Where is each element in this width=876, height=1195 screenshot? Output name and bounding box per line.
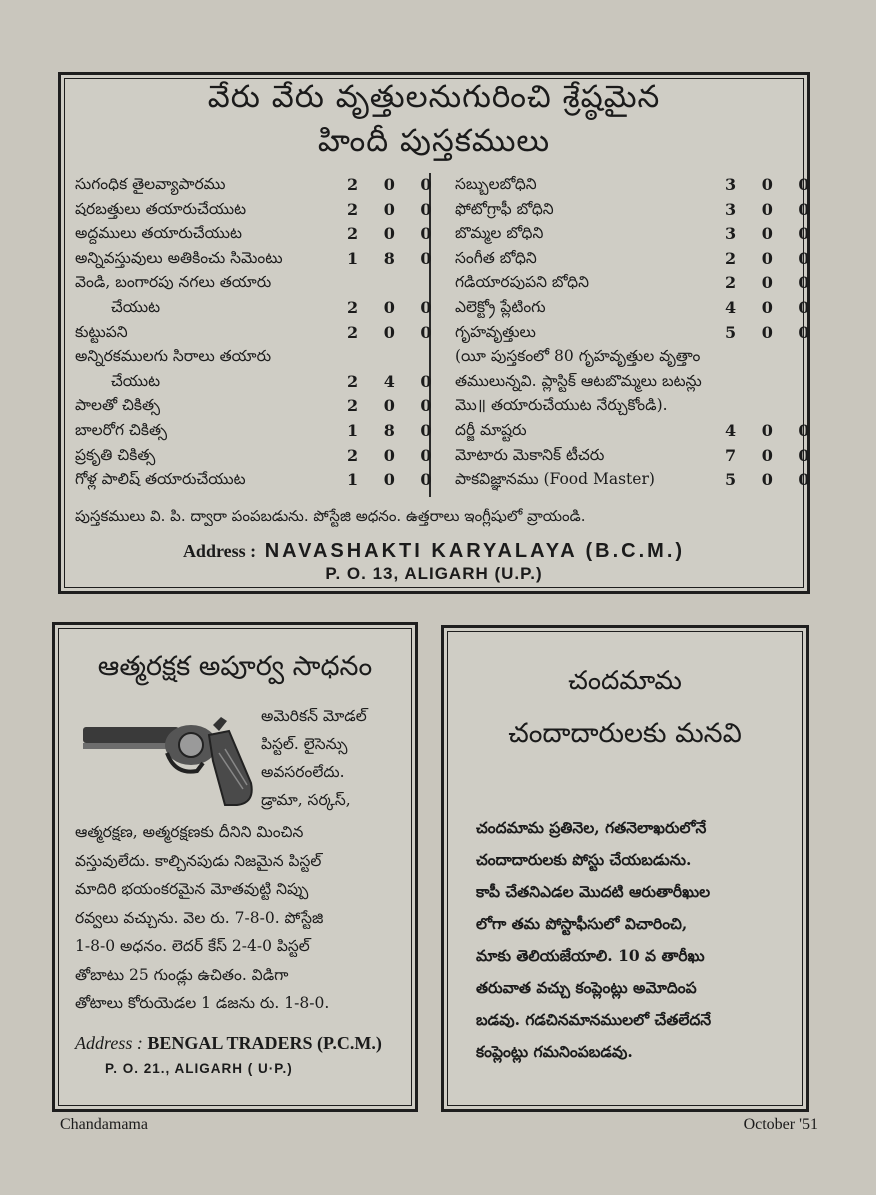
book-title: సుగంధిక తైలవ్యాపారము (75, 175, 226, 193)
book-price: 2 0 0 (347, 224, 442, 244)
book-title: గృహవృత్తులు (455, 322, 536, 341)
address-label: Address : (182, 541, 257, 561)
book-price: 2 0 0 (347, 175, 442, 194)
book-title: సంగీత బోధిని (455, 248, 537, 267)
book-price: 2 0 0 (347, 396, 442, 416)
book-title: ప్రకృతి చికిత్స (75, 445, 156, 464)
book-title: వెండి, బంగారపు నగలు తయారు (75, 273, 272, 292)
pistol-side-line: డ్రామా, సర్కస్, (261, 791, 351, 809)
book-title: అన్నివస్తువులు అతికించు సిమెంటు (75, 248, 283, 267)
book-price: 2 4 0 (347, 371, 442, 391)
notice-line: కంప్లెంట్లు గమనింపబడవు. (476, 1042, 633, 1061)
book-title: (యీ పుస్తకంలో 80 గృహవృత్తుల వృత్తాం (455, 347, 701, 366)
notice-title-line1: చందమామ (568, 666, 682, 696)
pistol-body-line: రవ్వలు వచ్చును. వెల రు. 7-8-0. పోస్టేజి (75, 908, 324, 927)
notice-line: బడవు. గడచినమానములలో చేతలేదనే (476, 1010, 712, 1029)
book-title: చేయుట (111, 371, 161, 390)
book-price: 2 0 0 (725, 248, 820, 268)
address-name: NAVASHAKTI KARYALAYA (B.C.M.) (264, 540, 686, 562)
book-title: బొమ్మల బోధిని (455, 224, 544, 243)
book-price: 2 0 0 (347, 322, 442, 342)
pistol-address-line-2: P. O. 21., ALIGARH ( U·P.) (105, 1061, 293, 1076)
pistol-body-line: 1-8-0 అధనం. లెదర్ కేస్ 2-4-0 పిస్టల్ (75, 937, 310, 955)
ad-title-line1: వేరు వేరు వృత్తులనుగురించి శ్రేష్ఠమైన (207, 79, 661, 115)
book-price: 7 0 0 (725, 445, 820, 465)
book-title: ఫోటోగ్రాఫీ బోధిని (455, 199, 554, 218)
book-title: కుట్టుపని (75, 322, 128, 341)
notice-line: చందమామ ప్రతినెల, గతనెలాఖరులోనే (476, 818, 707, 837)
book-title: చేయుట (111, 298, 161, 316)
book-title: పాలతో చికిత్స (75, 396, 161, 415)
book-title: దర్జీ మాష్టరు (455, 421, 527, 439)
book-price: 4 0 0 (725, 298, 820, 317)
pistol-body-line: ఆత్మరక్షణ, అత్మరక్షణకు దీనిని మించిన (75, 823, 304, 841)
book-price: 2 0 0 (347, 298, 442, 317)
hindi-books-ad (58, 72, 820, 594)
footer-issue-date: October '51 (743, 1116, 818, 1133)
pistol-address-name: BENGAL TRADERS (P.C.M.) (147, 1033, 382, 1053)
pistol-side-line: పిస్టల్. లైసెన్సు (261, 735, 348, 753)
notice-line: మాకు తెలియజేయాలి. 10 వ తారీఖు (476, 946, 705, 965)
notice-title-line2: చందాదారులకు మనవి (508, 718, 742, 749)
book-price: 4 0 0 (725, 421, 820, 440)
book-title: మోటారు మెకానిక్ టీచరు (455, 445, 605, 464)
book-title: అద్దములు తయారుచేయుట (75, 224, 242, 243)
address-line-1 (61, 540, 807, 563)
book-price: 5 0 0 (725, 470, 820, 490)
pistol-side-line: అమెరికన్ మోడల్ (261, 707, 367, 725)
book-title: ఎలెక్ట్రో ప్లేటింగు (455, 298, 546, 316)
pistol-body-line: మాదిరి భయంకరమైన మోతవుట్టి నిప్పు (75, 880, 309, 898)
book-price: 5 0 0 (725, 322, 820, 342)
book-title: గోళ్ల పాలిష్ తయారుచేయుట (75, 470, 246, 489)
notice-line: చందాదారులకు పోస్టు చేయబడును. (476, 850, 692, 869)
book-price: 2 0 0 (725, 273, 820, 293)
notice-line: తరువాత వచ్చు కంప్లెంట్లు అమోదింప (476, 978, 697, 997)
book-price: 1 8 0 (347, 421, 442, 440)
pistol-body-line: తోటాలు కోరుయెడల 1 డజను రు. 1-8-0. (75, 994, 330, 1012)
notice-line: కాపీ చేతనిఎడల మొదటి ఆరుతారీఖుల (476, 882, 711, 901)
book-title: అన్నిరకములగు సిరాలు తయారు (75, 347, 272, 366)
book-price: 3 0 0 (725, 175, 820, 194)
address-line-2: P. O. 13, ALIGARH (U.P.) (325, 564, 543, 583)
book-title: గడియారపుపని బోధిని (455, 273, 589, 292)
book-title: పాకవిజ్ఞానము (Food Master) (455, 470, 655, 489)
book-title: మొ॥ తయారుచేయుట నేర్చుకోండి). (455, 396, 668, 415)
pistol-body-line: తోబాటు 25 గుండ్లు ఉచితం. విడిగా (75, 965, 289, 984)
book-price: 1 8 0 (347, 248, 442, 268)
self-defense-pistol-ad (52, 622, 418, 1112)
pistol-body-line: వస్తువులేదు. కాల్చినపుడు నిజమైన పిస్టల్ (75, 851, 322, 870)
pistol-ad-title: ఆత్మరక్షక అపూర్వ సాధనం (97, 651, 373, 682)
book-title: బాలరోగ చికిత్స (75, 421, 168, 439)
pistol-illustration (79, 713, 259, 813)
book-title: తములున్నవి. ప్లాస్టిక్ ఆటబొమ్మలు బటన్లు (455, 371, 702, 390)
pistol-address-label: Address : (75, 1033, 143, 1053)
book-price: 2 0 0 (347, 445, 442, 465)
book-price: 3 0 0 (725, 224, 820, 244)
book-price: 3 0 0 (725, 199, 820, 219)
book-title: షరబత్తులు తయారుచేయుట (75, 199, 247, 218)
ordering-note: పుస్తకములు వి. పి. ద్వారా పంపబడును. పోస్టేజి అధనం. ఉత్తరాలు ఇంగ్లీషులో వ్రాయండి. (75, 507, 586, 525)
book-price: 1 0 0 (347, 470, 442, 490)
book-price: 2 0 0 (347, 199, 442, 219)
book-title: సబ్బులబోధిని (455, 175, 537, 193)
pistol-side-line: అవసరంలేదు. (261, 763, 345, 781)
notice-line: లోగా తమ పోస్టాఫీసులో విచారించి, (476, 914, 688, 933)
footer-magazine-name: Chandamama (60, 1116, 148, 1133)
ad-title-line2: హిందీ పుస్తకములు (317, 123, 551, 159)
pistol-address-line-1 (75, 1033, 382, 1054)
subscriber-notice (441, 625, 809, 1112)
